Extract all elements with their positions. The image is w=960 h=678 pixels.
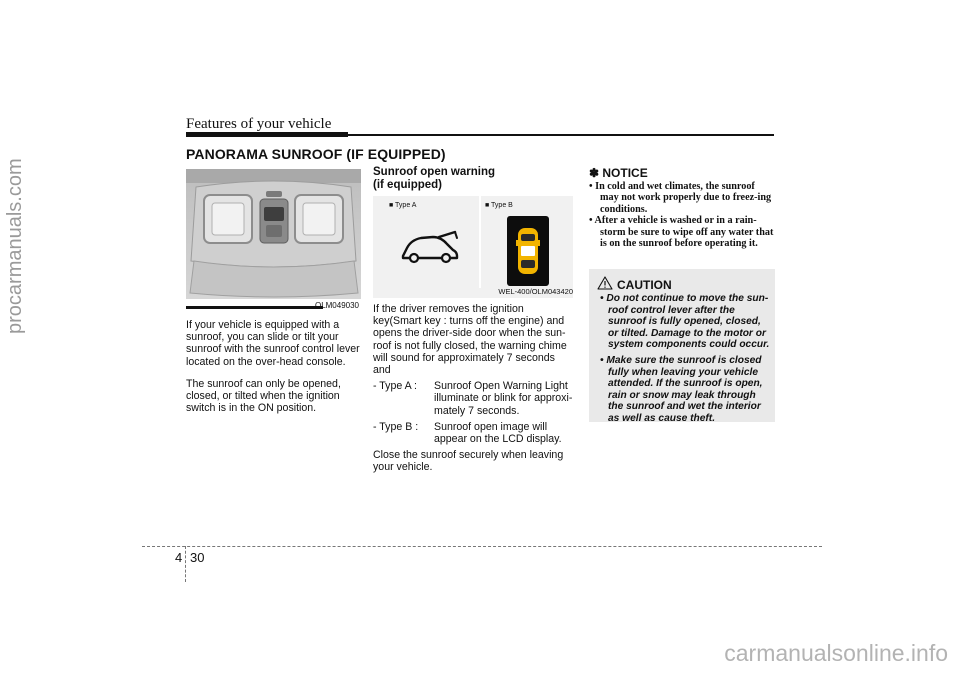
closing-text: Close the sunroof securely when leaving your vehicle. bbox=[373, 449, 564, 474]
type-a-row bbox=[373, 380, 573, 417]
overhead-console-illustration bbox=[186, 169, 361, 299]
type-b-row-desc: Sunroof open image will appear on the LCD display. bbox=[434, 420, 562, 446]
type-a-label: ■ Type A bbox=[389, 202, 417, 209]
caption-rule bbox=[186, 306, 323, 309]
column2-body bbox=[373, 303, 573, 478]
subheading-sunroof-warning bbox=[373, 166, 573, 192]
footer-rule bbox=[142, 546, 822, 547]
caution-title: CAUTION bbox=[617, 278, 672, 292]
watermark-left-text: procarmanuals.com bbox=[4, 158, 26, 334]
caution-box bbox=[589, 269, 775, 422]
subheading-line1: Sunroof open warning bbox=[373, 166, 496, 178]
type-a-row-desc: Sunroof Open Warning Light illuminate or blink for approxi-mately 7 seconds. bbox=[434, 380, 573, 417]
page-number: 30 bbox=[190, 550, 205, 565]
watermark-bottom: carmanualsonline.info bbox=[724, 640, 948, 666]
footer-divider bbox=[185, 546, 186, 582]
photo-caption bbox=[186, 301, 361, 314]
warning-intro-text: If the driver removes the ignition key(Smart key : turns off the engine) and opens the driver-side door when the sun-roof is not fully closed, the warning chime will sound for approximately 7 seconds and bbox=[373, 303, 567, 377]
warning-triangle-icon bbox=[597, 276, 613, 290]
chapter-header-title: Features of your vehicle bbox=[186, 116, 332, 132]
figure-divider bbox=[479, 196, 481, 288]
watermark-left bbox=[4, 158, 27, 334]
type-b-label: ■ Type B bbox=[485, 202, 513, 209]
notice-list bbox=[589, 181, 775, 249]
type-a-row-label: - Type A : bbox=[373, 380, 417, 393]
paragraph-sunroof-control: If your vehicle is equipped with a sunroof, you can slide or tilt your sunroof with the sunroof control lever located on the over-head console. bbox=[186, 319, 360, 368]
header-rule-thin bbox=[348, 134, 774, 136]
notice-item-wash: • After a vehicle is washed or in a rain-storm be sure to wipe off any water that is on the sunroof before operating it. bbox=[589, 215, 774, 250]
photo-caption-text: OLM049030 bbox=[314, 301, 359, 310]
notice-title: ✽ NOTICE bbox=[589, 166, 648, 180]
figure-caption: WEL-400/OLM043420 bbox=[498, 287, 573, 296]
header-rule-thick bbox=[186, 132, 348, 137]
lcd-sunroof-open-image bbox=[507, 216, 549, 286]
warning-indicator-figure bbox=[373, 196, 573, 298]
paragraph-ignition: The sunroof can only be opened, closed, or tilted when the ignition switch is in the ON position. bbox=[186, 377, 341, 415]
caution-item-closed: • Make sure the sunroof is closed fully when leaving your vehicle attended. If the sunroof is open, rain or snow may leak through the sunroof and wet the interior as well as cause theft. bbox=[600, 354, 763, 424]
type-b-row bbox=[373, 421, 573, 445]
overhead-console-photo bbox=[186, 169, 361, 299]
subheading-line2: (if equipped) bbox=[373, 179, 442, 191]
type-b-row-label: - Type B : bbox=[373, 420, 419, 433]
column1-body bbox=[186, 319, 364, 424]
section-title: PANORAMA SUNROOF (IF EQUIPPED) bbox=[186, 146, 446, 162]
sunroof-open-warning-icon bbox=[399, 226, 465, 266]
caution-list bbox=[596, 293, 771, 429]
caution-item-lever: • Do not continue to move the sun-roof control lever after the sunroof is fully opened, closed, or tilted. Damage to the motor or system components could occur. bbox=[600, 293, 770, 351]
page-chapter-number: 4 bbox=[175, 550, 183, 565]
notice-item-cold: • In cold and wet climates, the sunroof may not work properly due to freez-ing conditions. bbox=[589, 181, 772, 215]
